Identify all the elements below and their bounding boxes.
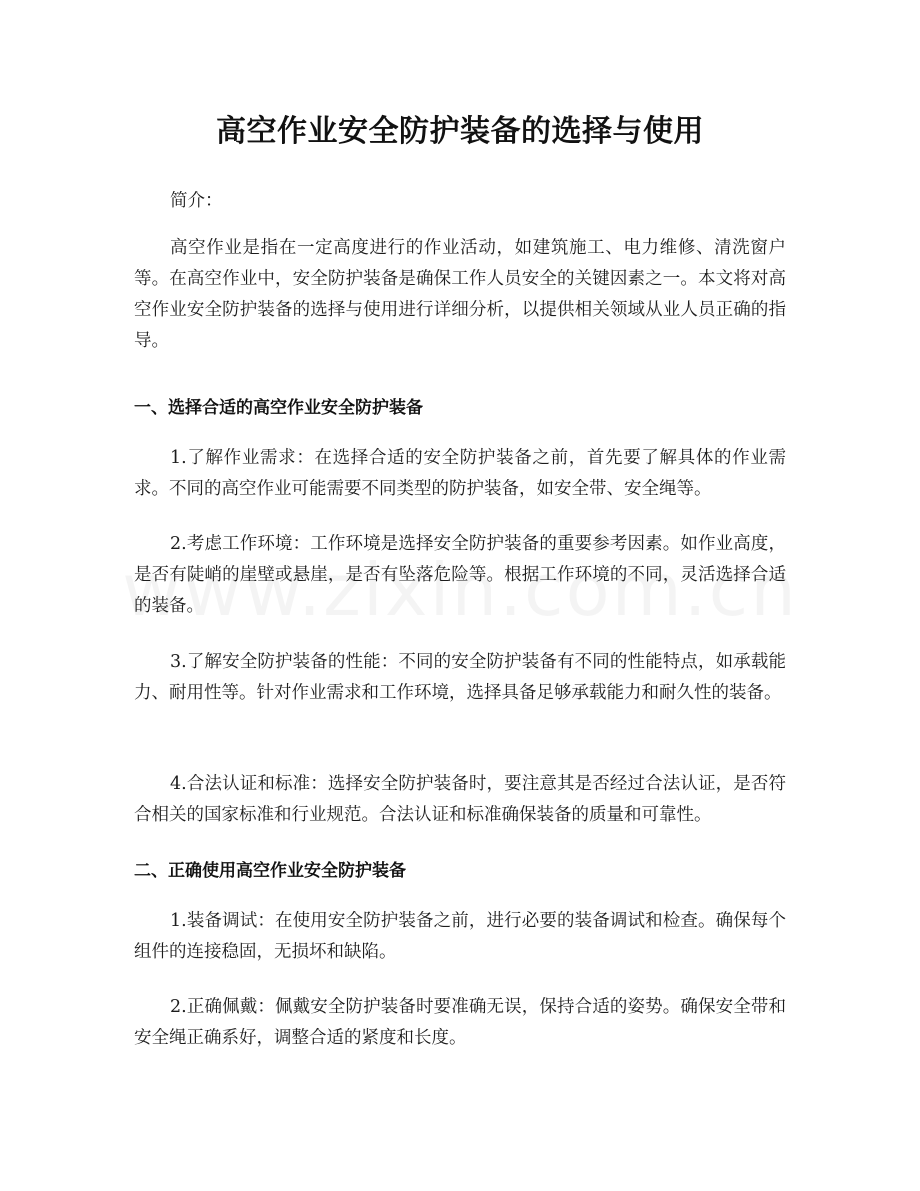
section1-item-4: 4.合法认证和标准：选择安全防护装备时，要注意其是否经过合法认证，是否符合相关的国家标准和行业规范。合法认证和标准确保装备的质量和可靠性。 bbox=[134, 774, 786, 825]
intro-paragraph: 高空作业是指在一定高度进行的作业活动，如建筑施工、电力维修、清洗窗户等。在高空作业中，安全防护装备是确保工作人员安全的关键因素之一。本文将对高空作业安全防护装备的选择与使用进行详细分析，以提供相关领域从业人员正确的指导。 bbox=[134, 238, 786, 351]
document-title: 高空作业安全防护装备的选择与使用 bbox=[216, 114, 704, 149]
section1-item-2: 2.考虑工作环境：工作环境是选择安全防护装备的重要参考因素。如作业高度，是否有陡峭的崖壁或悬崖，是否有坠落危险等。根据工作环境的不同，灵活选择合适的装备。 bbox=[134, 534, 786, 616]
section2-item-1: 1.装备调试：在使用安全防护装备之前，进行必要的装备调试和检查。确保每个组件的连接稳固，无损坏和缺陷。 bbox=[134, 911, 786, 962]
section-heading-2: 二、正确使用高空作业安全防护装备 bbox=[134, 861, 406, 881]
section-heading-1: 一、选择合适的高空作业安全防护装备 bbox=[134, 398, 423, 418]
section2-item-2: 2.正确佩戴：佩戴安全防护装备时要准确无误，保持合适的姿势。确保安全带和安全绳正确系好，调整合适的紧度和长度。 bbox=[134, 997, 786, 1048]
section1-item-1: 1.了解作业需求：在选择合适的安全防护装备之前，首先要了解具体的作业需求。不同的高空作业可能需要不同类型的防护装备，如安全带、安全绳等。 bbox=[134, 448, 786, 499]
section1-item-3: 3.了解安全防护装备的性能：不同的安全防护装备有不同的性能特点，如承载能力、耐用性等。针对作业需求和工作环境，选择具备足够承载能力和耐久性的装备。 bbox=[134, 652, 786, 703]
intro-label: 简介： bbox=[170, 191, 223, 211]
